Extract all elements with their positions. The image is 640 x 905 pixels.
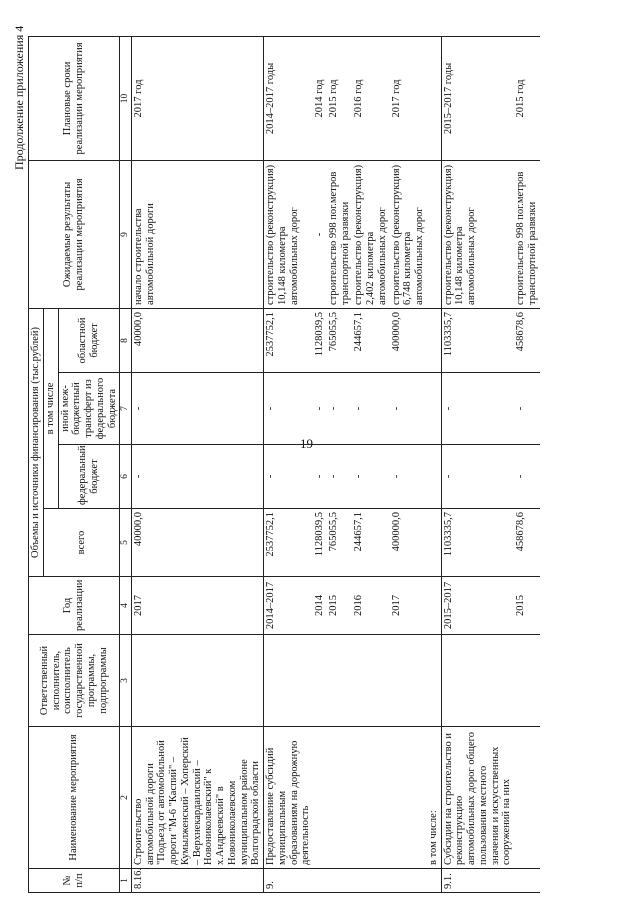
row-year: 2015–2017 (441, 577, 514, 635)
header-num: № п/п (29, 869, 120, 893)
row-result: строительство 998 пог.метров транспортной развязки (327, 160, 353, 308)
row-result: - (313, 160, 327, 308)
row-including-caption: в том числе: (427, 727, 441, 869)
col-number: 6 (120, 445, 132, 509)
row-term: 2017 год (131, 36, 263, 160)
row-result: строительство 998 пог.метров транспортной развязки (514, 160, 540, 308)
continuation-caption: Продолжение приложения 4 (12, 25, 26, 170)
table-row (327, 36, 353, 892)
row-total: 1128039,5 (313, 509, 327, 577)
row-total: 458678,6 (514, 509, 540, 577)
col-number: 10 (120, 36, 132, 160)
page-number: 19 (300, 436, 313, 451)
table-row (427, 36, 441, 892)
row-transfer: - (352, 373, 389, 445)
row-result: строительство (реконструкция) 10,148 километра автомобильных дорог (441, 160, 514, 308)
header-including: в том числе (43, 308, 58, 508)
row-regional: 1128039,5 (313, 308, 327, 372)
row-regional: 400000,0 (390, 308, 427, 372)
row-federal: - (131, 445, 263, 509)
table-row (264, 36, 314, 892)
row-total: 2537752,1 (264, 509, 314, 577)
row-regional: 2537752,1 (264, 308, 314, 372)
col-number: 4 (120, 577, 132, 635)
row-year: 2014 (313, 577, 327, 635)
row-number: 9.1. (441, 869, 514, 893)
row-regional: 40000,0 (131, 308, 263, 372)
row-total: 40000,0 (131, 509, 263, 577)
row-total: 244657,1 (352, 509, 389, 577)
row-transfer: - (441, 373, 514, 445)
row-transfer: - (313, 373, 327, 445)
header-federal: федеральный бюджет (58, 445, 120, 509)
row-term: 2014 год (313, 36, 327, 160)
row-term: 2015–2017 годы (441, 36, 514, 160)
col-number: 2 (120, 727, 132, 869)
row-name: Предоставление субсидий муниципальным образованиям на дорожную деятельность (264, 727, 314, 869)
row-year: 2015 (327, 577, 353, 635)
table-row (390, 36, 427, 892)
row-transfer: - (131, 373, 263, 445)
row-result: строительство (реконструкция) 6,748 километра автомобильных дорог (390, 160, 427, 308)
table-row (313, 36, 327, 892)
row-federal: - (264, 445, 314, 509)
row-term: 2016 год (352, 36, 389, 160)
row-regional: 458678,6 (514, 308, 540, 372)
row-year: 2017 (131, 577, 263, 635)
row-regional: 1103335,7 (441, 308, 514, 372)
col-number: 1 (120, 869, 132, 893)
row-federal: - (390, 445, 427, 509)
row-federal: - (514, 445, 540, 509)
table-row (131, 36, 263, 892)
header-results: Ожидаемые результаты реализации мероприятия (29, 160, 120, 308)
header-terms: Плановые сроки реализации мероприятия (29, 36, 120, 160)
row-name: Строительство автомобильной дороги "Подъезд от автомобильной дороги "М-6 "Каспий" – Кумылженский – Хоперский – Верхнекардаилский – Новониколаевский" к х.Андреевский" в Новониколаевском муниципальном районе Волгоградской области (131, 727, 263, 869)
header-total: всего (43, 509, 120, 577)
row-result: строительство (реконструкция) 2,402 километра автомобильных дорог (352, 160, 389, 308)
row-federal: - (352, 445, 389, 509)
col-number: 9 (120, 160, 132, 308)
header-year: Год реализации (29, 577, 120, 635)
row-number: 9. (264, 869, 314, 893)
row-year: 2016 (352, 577, 389, 635)
row-term: 2014–2017 годы (264, 36, 314, 160)
row-total: 765055,5 (327, 509, 353, 577)
row-federal: - (441, 445, 514, 509)
row-term: 2015 год (327, 36, 353, 160)
table-row (352, 36, 389, 892)
row-number: 8.16. (131, 869, 263, 893)
row-regional: 765055,5 (327, 308, 353, 372)
row-regional: 244657,1 (352, 308, 389, 372)
header-name: Наименование мероприятия (29, 727, 120, 869)
row-result: строительство (реконструкция) 10,148 километра автомобильных дорог (264, 160, 314, 308)
row-total: 1103335,7 (441, 509, 514, 577)
header-regional: областной бюджет (58, 308, 120, 372)
header-financing: Объемы и источники финансирования (тыс.рублей) (29, 308, 44, 576)
row-federal: - (313, 445, 327, 509)
table-row (441, 36, 514, 892)
row-year: 2014–2017 (264, 577, 314, 635)
col-number: 7 (120, 373, 132, 445)
program-table (28, 36, 540, 893)
row-name: Субсидии на строительство и реконструкцию автомобильных дорог общего пользования местного значения и искусственных сооружений на них (441, 727, 514, 869)
table-row (514, 36, 540, 892)
row-term: 2017 год (390, 36, 427, 160)
col-number: 3 (120, 635, 132, 727)
row-transfer: - (514, 373, 540, 445)
row-year: 2017 (390, 577, 427, 635)
row-year: 2015 (514, 577, 540, 635)
row-transfer: - (327, 373, 353, 445)
header-executor: Ответственный исполнитель, соисполнитель государственной программы, подпрограммы (29, 635, 120, 727)
row-federal: - (327, 445, 353, 509)
col-number: 5 (120, 509, 132, 577)
row-transfer: - (390, 373, 427, 445)
row-total: 400000,0 (390, 509, 427, 577)
row-result: начало строительства автомобильной дороги (131, 160, 263, 308)
row-term: 2015 год (514, 36, 540, 160)
col-number: 8 (120, 308, 132, 372)
header-transfer: иной меж-бюджетный трансферт из федерального бюджета (58, 373, 120, 445)
row-transfer: - (264, 373, 314, 445)
